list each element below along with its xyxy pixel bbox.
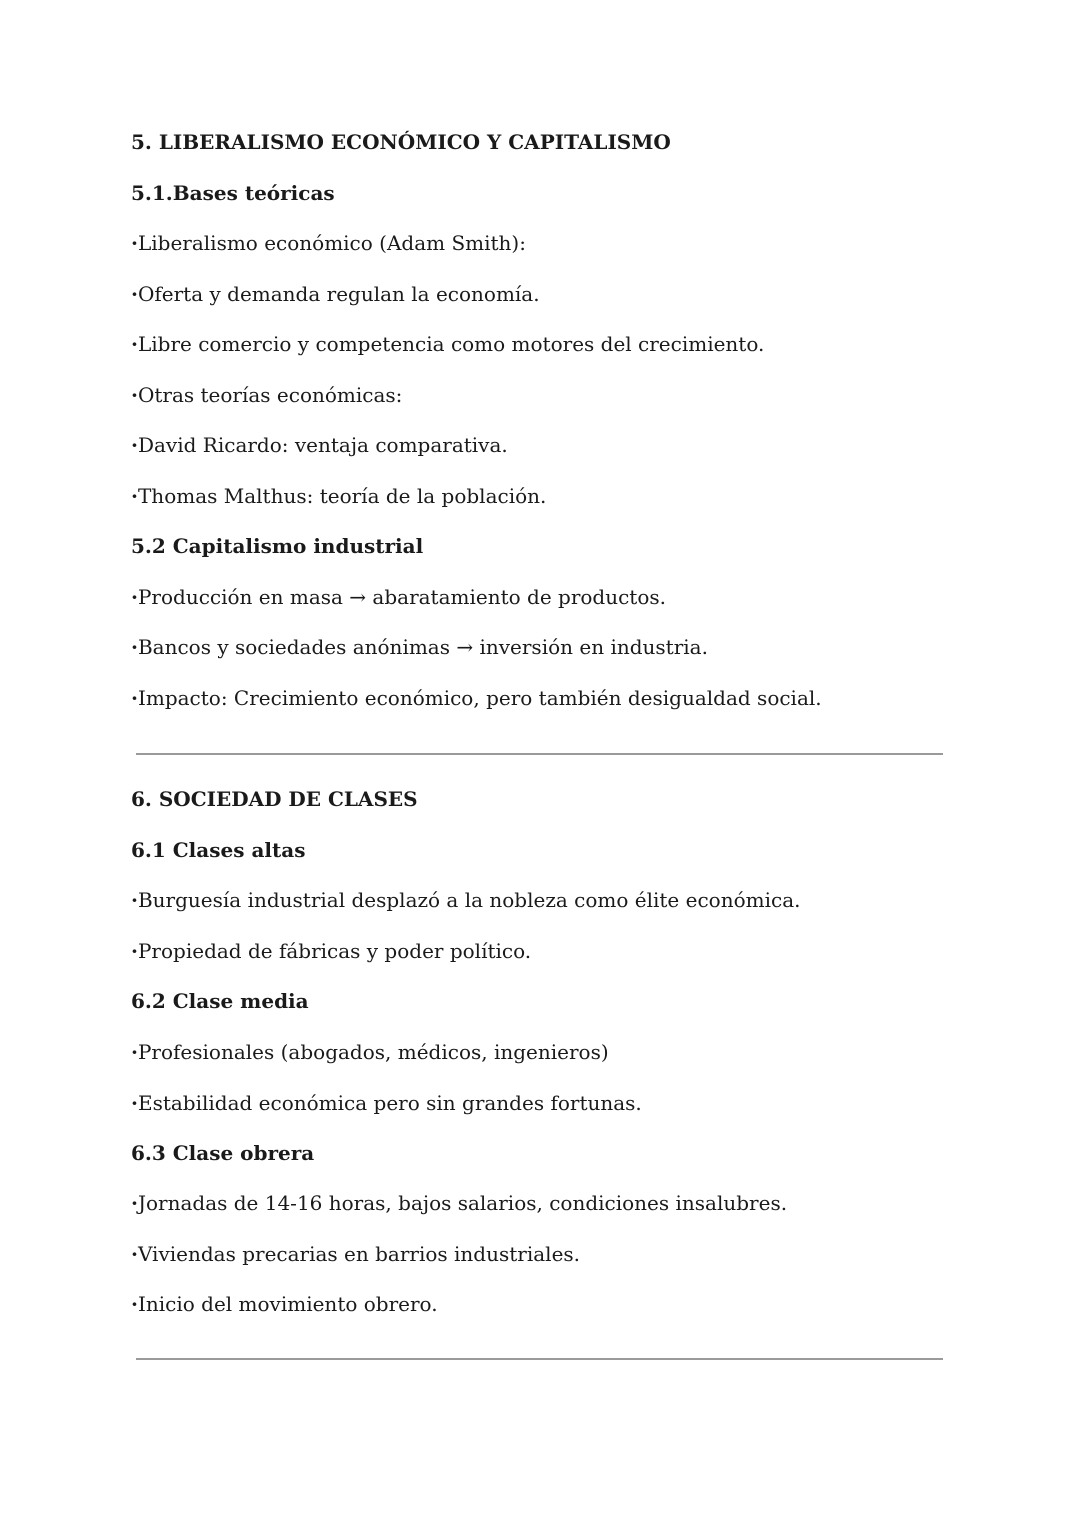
- list-item: · Liberalismo económico (Adam Smith):: [131, 230, 526, 256]
- list-item: · Producción en masa → abaratamiento de productos.: [131, 584, 666, 610]
- section-divider: [136, 753, 943, 755]
- list-item: · Viviendas precarias en barrios industriales.: [131, 1241, 580, 1267]
- list-item: · Burguesía industrial desplazó a la nobleza como élite económica.: [131, 887, 800, 913]
- section-6-title: 6. SOCIEDAD DE CLASES: [131, 787, 418, 811]
- list-item: · Jornadas de 14-16 horas, bajos salarios, condiciones insalubres.: [131, 1190, 787, 1216]
- subsection-6-1-title: 6.1 Clases altas: [131, 838, 306, 862]
- list-item: · Impacto: Crecimiento económico, pero también desigualdad social.: [131, 685, 822, 711]
- list-item: · Oferta y demanda regulan la economía.: [131, 281, 540, 307]
- list-item: · David Ricardo: ventaja comparativa.: [131, 432, 508, 458]
- list-item: · Profesionales (abogados, médicos, ingenieros): [131, 1039, 609, 1065]
- section-5-title: 5. LIBERALISMO ECONÓMICO Y CAPITALISMO: [131, 130, 671, 154]
- list-item: · Inicio del movimiento obrero.: [131, 1291, 438, 1317]
- list-item: · Propiedad de fábricas y poder político.: [131, 938, 531, 964]
- list-item: · Estabilidad económica pero sin grandes fortunas.: [131, 1090, 642, 1116]
- subsection-6-3-title: 6.3 Clase obrera: [131, 1141, 315, 1165]
- list-item: · Bancos y sociedades anónimas → inversión en industria.: [131, 634, 708, 660]
- section-divider: [136, 1358, 943, 1360]
- list-item: · Libre comercio y competencia como motores del crecimiento.: [131, 331, 764, 357]
- subsection-5-2-title: 5.2 Capitalismo industrial: [131, 534, 424, 558]
- list-item: · Otras teorías económicas:: [131, 382, 402, 408]
- subsection-5-1-title: 5.1.Bases teóricas: [131, 181, 335, 205]
- subsection-6-2-title: 6.2 Clase media: [131, 989, 309, 1013]
- list-item: · Thomas Malthus: teoría de la población.: [131, 483, 546, 509]
